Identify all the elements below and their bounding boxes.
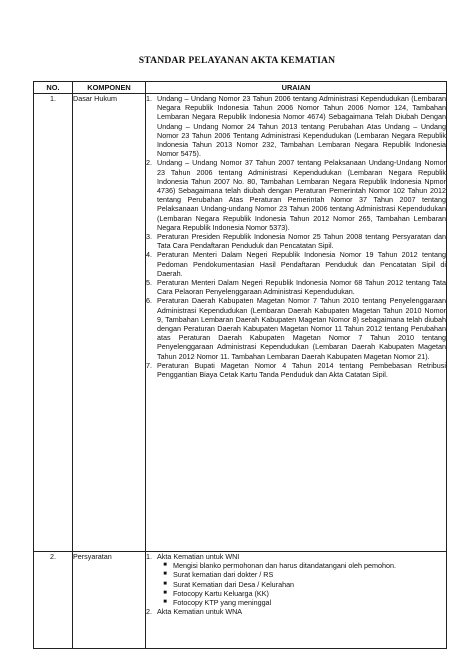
requirement-bullets [157,561,446,607]
item-text: Akta Kematian untuk WNI [157,552,240,561]
bullet-item [157,570,446,579]
table-row [34,552,447,649]
header-uraian: URAIAN [146,82,447,94]
item-number: 1. [146,552,152,561]
table-row [34,94,447,552]
item-text: Undang – Undang Nomor 23 Tahun 2006 tentang Administrasi Kependudukan (Lembaran Negara Republik Indonesia Tahun 2006 Nomor Tahun 2006 Nomor 124, Tambahan Lembaran Negara Republik Indonesia Nomor 4674) Sebagaimana Telah Diubah Dengan Undang – Undang Nomor 24 Tahun 2013 tentang Perubahan Atas Undang – Undang Nomor 23 Tahun 2006 Tentang Administrasi Kependudukan (Lembaran Negara Republik Indonesia Tahun 2013 Nomor 232, Tambahan Lembaran Negara Republik Indonesia Nomor 5475). [157,94,446,159]
square-bullet-icon: ■ [163,571,167,578]
list-item [146,158,446,232]
legal-basis-list [146,94,446,379]
square-bullet-icon: ■ [163,599,167,606]
item-number: 2. [146,158,152,168]
item-text: Peraturan Menteri Dalam Negeri Republik Indonesia Nomor 19 Tahun 2012 tentang Pedoman Pendokumentasian Hasil Pendaftaran Penduduk dan Pencatatan Sipil di Daerah. [157,250,446,278]
list-item [146,296,446,360]
list-item [146,250,446,278]
list-item [146,361,446,379]
list-item [146,232,446,250]
bullet-text: Fotocopy KTP yang meninggal [173,598,272,608]
item-number: 7. [146,360,152,370]
square-bullet-icon: ■ [163,589,167,596]
row-description [146,552,447,649]
page-title: STANDAR PELAYANAN AKTA KEMATIAN [138,55,336,66]
bullet-text: Mengisi blanko permohonan dan harus ditandatangani oleh pemohon. [173,561,396,571]
item-text: Undang – Undang Nomor 37 Tahun 2007 tentang Pelaksanaan Undang-Undang Nomor 23 Tahun 2006 tentang Administrasi Kependudukan (Lembaran Negara Republik Indonesia Tahun 2007 No. 80, Tambahan Lembaran Negara Republik Indonesia Npmor 4736) Sebagaimana telah diubah dengan Peraturan Pemerintah Nomor 102 Tahun 2012 tentang Perubahan Atas Peraturan Pemerintah Nomor 37 Tahun 2007 tentang Pelaksanaan Undang-undang Nomor 23 Tahun 2006 tentang Administrasi Kependudukan (Lembaran Negara Republik Indonesia Tahun 2012 Nomor 265, Tambahan Lembaran Negara Republik Indonesia Nomor 5373). [157,158,446,232]
item-number: 2. [146,607,152,617]
list-item [146,607,446,616]
row-description [146,94,447,552]
header-no: NO. [34,82,73,94]
bullet-item [157,580,446,589]
item-text: Peraturan Daerah Kabupaten Magetan Nomor 7 Tahun 2010 tentang Penyelenggaraan Administrasi Kependudukan (Lembaran Daerah Kabupaten Magetan Tahun 2010 Nomor 9, Tambahan Lembaran Daerah Kabupaten Magetan Nomor 8) sebagaimana telah diubah dengan Peraturan Daerah Kabupaten Magetan Nomor 11 Tahun 2012 tentang Perubahan atas Peraturan Daerah Kabupaten Magetan Nomor 7 Tahun 2010 tentang Penyelenggaraan Administrasi Kependudukan (Lembaran Daerah Kabupaten Magetan Tahun 2012 Nomor 11. Tambahan Lembaran Daerah Kabupaten Magetan Nomor 21). [157,296,446,361]
list-item [146,94,446,158]
row-number: 1. [34,94,73,552]
bullet-text: Surat Kematian dari Desa / Kelurahan [173,579,295,589]
item-text: Akta Kematian untuk WNA [157,607,243,617]
bullet-text: Fotocopy Kartu Keluarga (KK) [173,588,269,598]
item-text: Peraturan Bupati Magetan Nomor 4 Tahun 2014 tentang Pembebasan Retribusi Penggantian Biaya Cetak Kartu Tanda Penduduk dan Akta Catatan Sipil. [157,360,446,380]
list-item [146,278,446,296]
square-bullet-icon: ■ [163,580,167,587]
item-text: Peraturan Presiden Republik Indonesia Nomor 25 Tahun 2008 tentang Persyaratan dan Tata Cara Pendaftaran Penduduk dan Pencatatan Sipil. [157,232,446,251]
table-header-row [34,82,447,94]
item-number: 6. [146,296,152,306]
bullet-text: Surat kematian dari dokter / RS [173,570,274,580]
bullet-item [157,589,446,598]
service-standard-table [33,81,447,649]
row-component: Dasar Hukum [73,94,146,552]
list-item [146,552,446,607]
row-component: Persyaratan [73,552,146,649]
row-number: 2. [34,552,73,649]
item-number: 5. [146,278,152,288]
item-text: Peraturan Menteri Dalam Negeri Republik Indonesia Nomor 68 Tahun 2012 tentang Tata Cara Pelaoran Penyelenggaraan Administrasi Kependudukan. [157,278,446,297]
item-number: 4. [146,250,152,260]
header-komponen: KOMPONEN [73,82,146,94]
item-number: 3. [146,232,152,242]
requirements-list [146,552,446,616]
square-bullet-icon: ■ [163,562,167,569]
bullet-item [157,598,446,607]
bullet-item [157,561,446,570]
item-number: 1. [146,94,152,103]
